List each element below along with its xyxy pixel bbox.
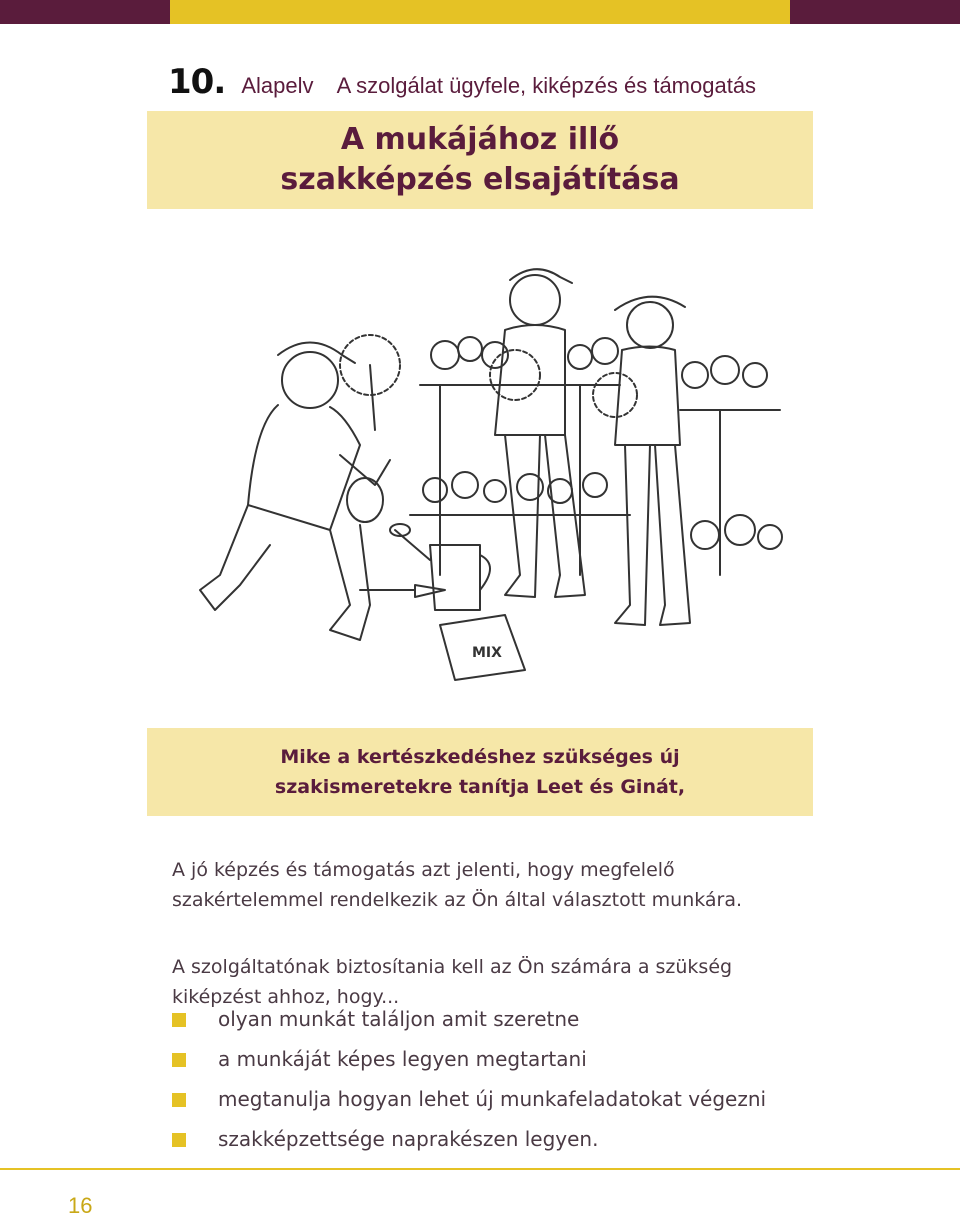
- chapter-header: [168, 62, 756, 102]
- gardening-illustration: [160, 245, 800, 710]
- illustration-caption: Mike a kertészkedéshez szükséges új szakismeretekre tanítja Leet és Ginát,: [274, 746, 686, 798]
- plant-shelf-right: [680, 356, 782, 575]
- square-bullet-icon: [172, 1093, 186, 1107]
- root-ball-icon: [347, 478, 383, 522]
- paragraph-2: A szolgáltatónak biztosítania kell az Ön számára a szükség kiképzést ahhoz, hogy...: [172, 956, 733, 1008]
- square-bullet-icon: [172, 1013, 186, 1027]
- leet-figure: [495, 269, 585, 597]
- square-bullet-icon: [172, 1053, 186, 1067]
- bullet-text: szakképzettsége naprakészen legyen.: [218, 1127, 599, 1151]
- bullet-list: [172, 1004, 766, 1164]
- bullet-item: [172, 1124, 766, 1164]
- gina-figure: [615, 297, 690, 625]
- square-bullet-icon: [172, 1133, 186, 1147]
- chapter-dot: .: [213, 62, 227, 102]
- principle-label: Alapelv: [241, 73, 314, 98]
- shrub-held-icon: [490, 350, 540, 400]
- shrub-held-icon-2: [593, 373, 637, 417]
- page-number: 16: [68, 1193, 93, 1218]
- principle-title: A szolgálat ügyfele, kiképzés és támogatás: [336, 73, 757, 98]
- top-bar-left: [0, 0, 170, 24]
- chapter-number: 10: [168, 62, 214, 102]
- bullet-item: [172, 1004, 766, 1044]
- page-title: A mukájához illő szakképzés elsajátítása: [280, 122, 680, 197]
- bullet-text: olyan munkát találjon amit szeretne: [218, 1007, 580, 1031]
- plant-shelf-back: [410, 337, 630, 575]
- bullet-item: [172, 1084, 766, 1124]
- mike-figure: [200, 343, 390, 641]
- top-bar-right: [790, 0, 960, 24]
- soil-bag-label: MIX: [472, 645, 502, 661]
- bullet-text: megtanulja hogyan lehet új munkafeladatokat végezni: [218, 1087, 767, 1111]
- paragraph-1: A jó képzés és támogatás azt jelenti, hogy megfelelő szakértelemmel rendelkezik az Ön által választott munkára.: [172, 859, 743, 911]
- caption-box: [147, 728, 813, 816]
- bullet-text: a munkáját képes legyen megtartani: [218, 1047, 587, 1071]
- bullet-item: [172, 1044, 766, 1084]
- top-bar-middle: [170, 0, 790, 24]
- footer-divider: [0, 1168, 960, 1170]
- title-box: [147, 111, 813, 209]
